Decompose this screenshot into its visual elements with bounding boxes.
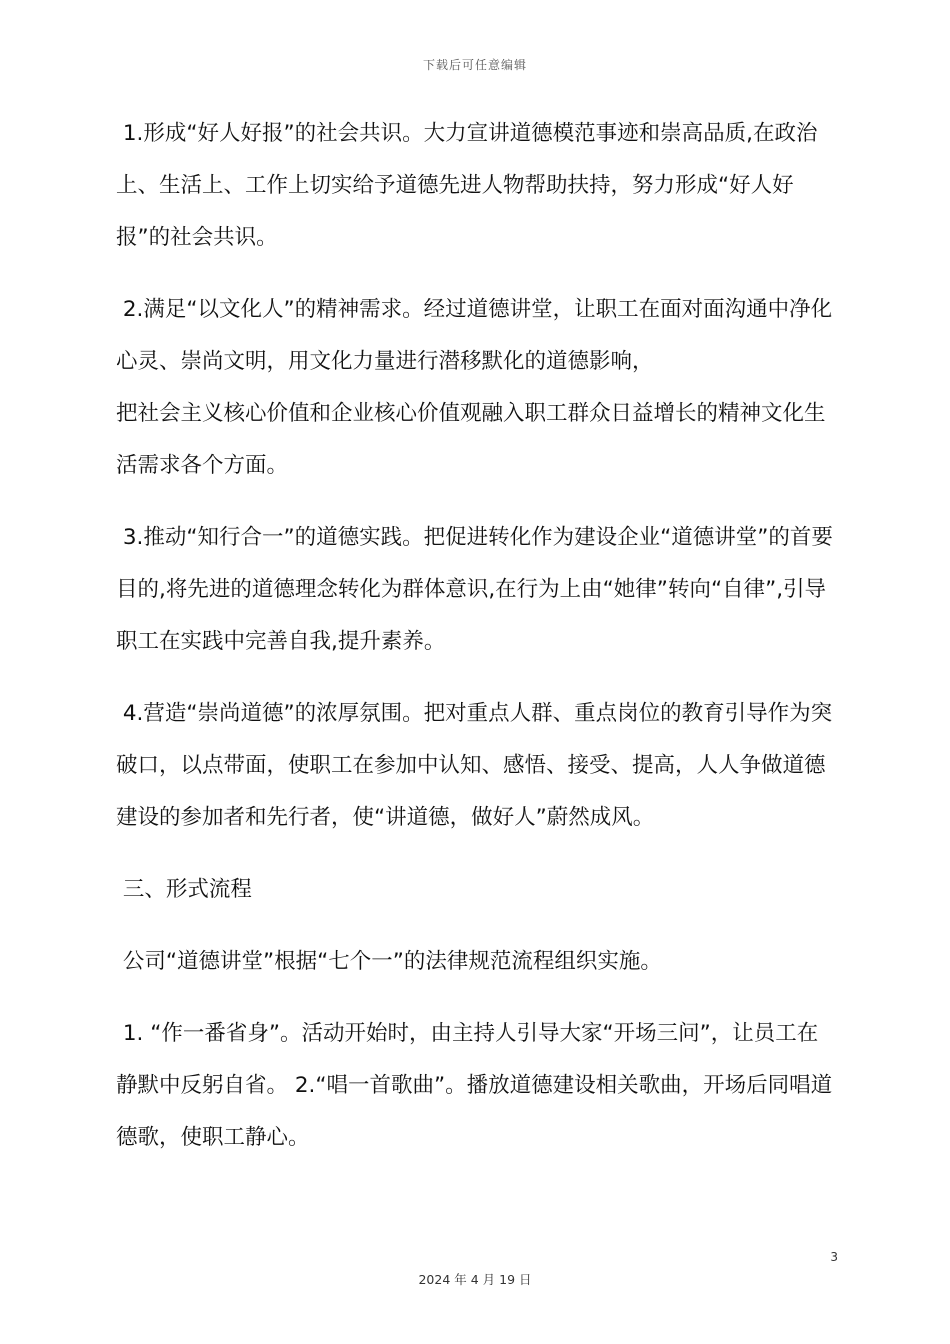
- section-heading: 三、形式流程: [116, 877, 252, 902]
- paragraph-6: 公司“道德讲堂”根据“七个一”的法律规范流程组织实施。: [116, 949, 662, 974]
- page-number: 3: [830, 1250, 838, 1264]
- page-footer-date: 2024 年 4 月 19 日: [418, 1272, 532, 1287]
- paragraph-3: 把社会主义核心价值和企业核心价值观融入职工群众日益增长的精神文化生活需求各个方面。: [116, 401, 826, 478]
- page-header: 下载后可任意编辑: [422, 58, 527, 72]
- paragraph-1: 1.形成“好人好报”的社会共识。大力宣讲道德模范事迹和崇高品质,在政治上、生活上、工作上切实给予道德先进人物帮助扶持，努力形成“好人好报”的社会共识。: [116, 121, 818, 250]
- paragraph-7: 1. “作一番省身”。活动开始时，由主持人引导大家“开场三问”，让员工在静默中反躬自省。 2.“唱一首歌曲”。播放道德建设相关歌曲，开场后同唱道德歌，使职工静心。: [116, 1021, 833, 1150]
- paragraph-5: 4.营造“崇尚道德”的浓厚氛围。把对重点人群、重点岗位的教育引导作为突破口，以点带面，使职工在参加中认知、感悟、接受、提高，人人争做道德建设的参加者和先行者，使“讲道德，做好人”蔚然成风。: [116, 701, 833, 830]
- paragraph-4: 3.推动“知行合一”的道德实践。把促进转化作为建设企业“道德讲堂”的首要目的,将先进的道德理念转化为群体意识,在行为上由“她律”转向“自律”,引导职工在实践中完善自我,提升素养。: [116, 525, 833, 654]
- document-body: [116, 108, 838, 1184]
- paragraph-2: 2.满足“以文化人”的精神需求。经过道德讲堂，让职工在面对面沟通中净化心灵、崇尚文明，用文化力量进行潜移默化的道德影响，: [116, 297, 833, 374]
